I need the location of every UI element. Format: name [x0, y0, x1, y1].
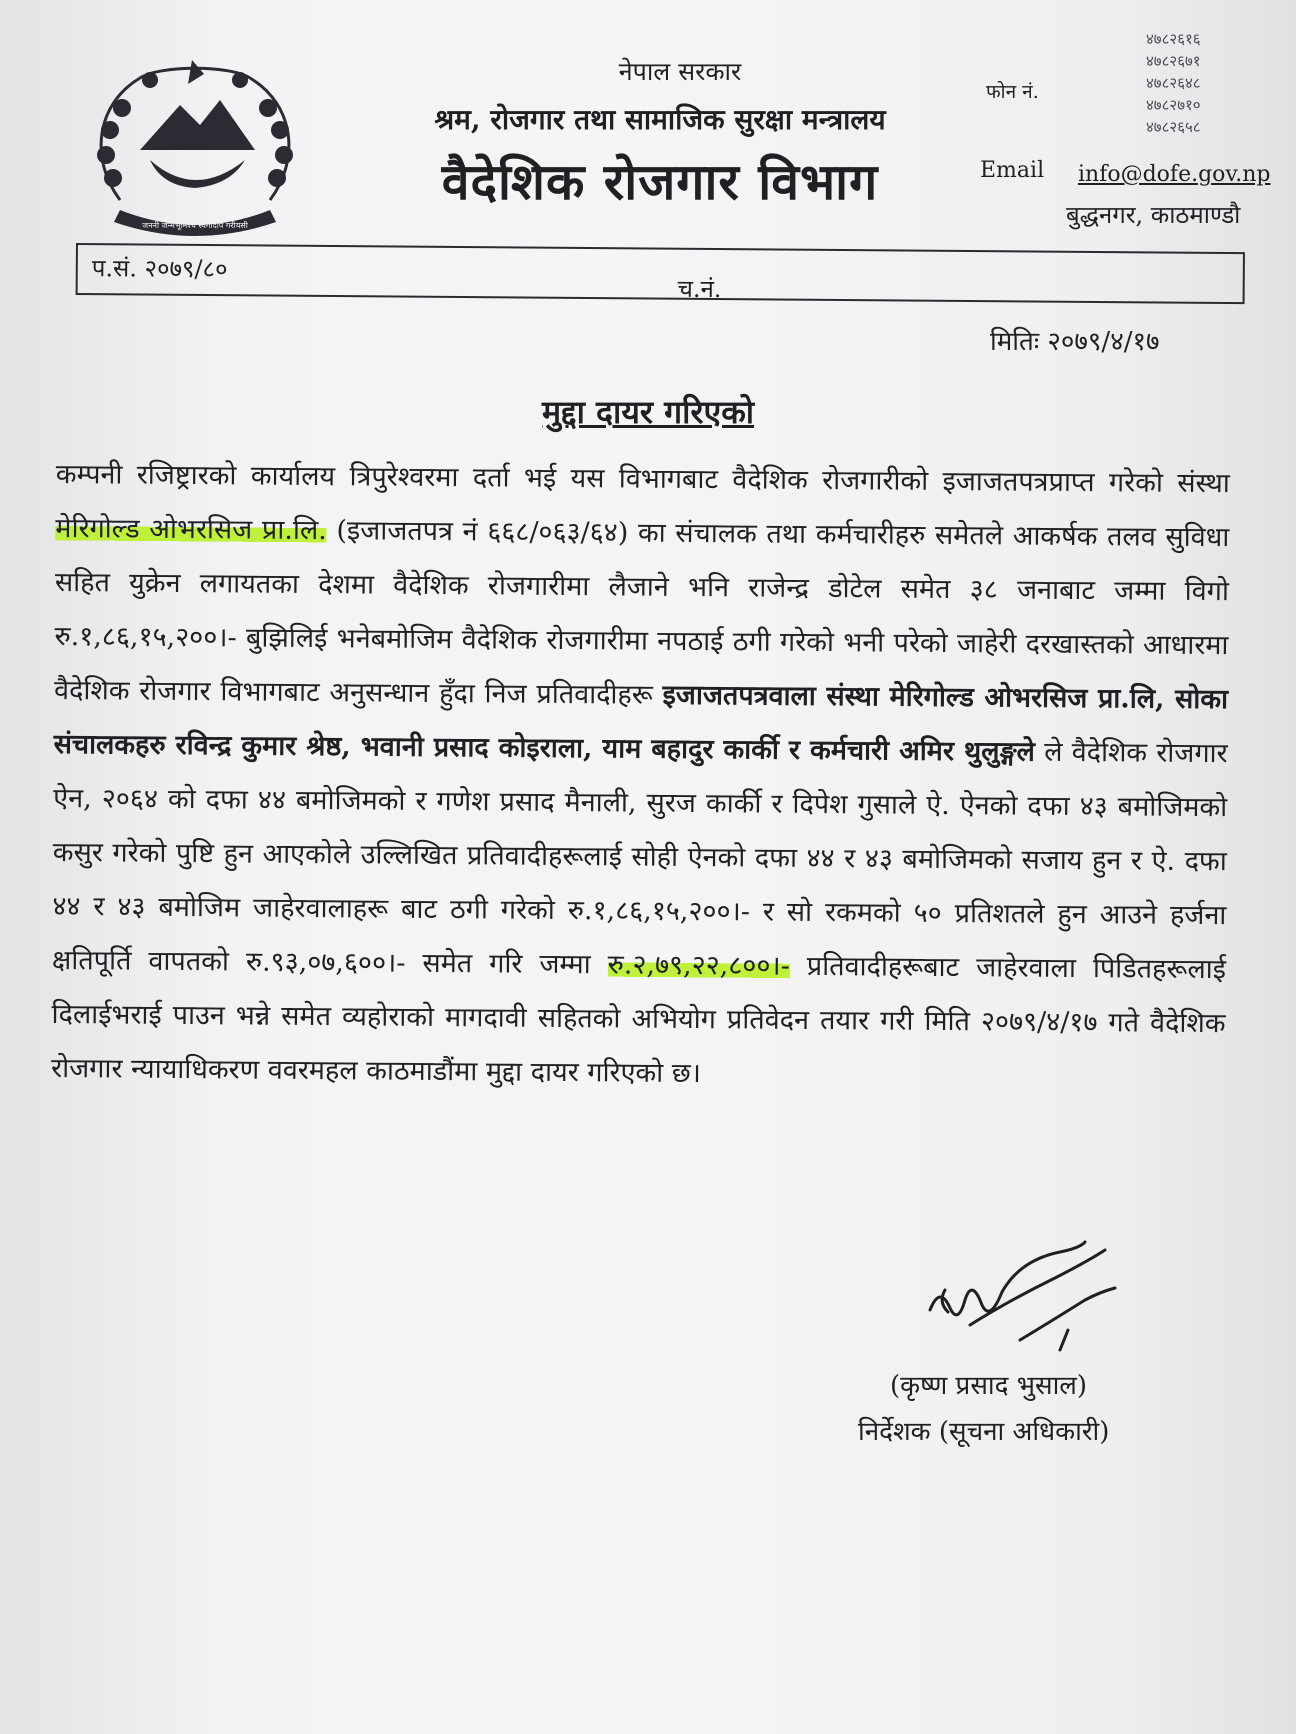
phone-number: ४७८२६१६ — [1146, 30, 1201, 48]
letterhead — [340, 48, 980, 214]
phone-number: ४७८२६७१ — [1146, 52, 1201, 70]
signature-icon — [910, 1230, 1130, 1380]
letter-subject: मुद्दा दायर गरिएको — [542, 393, 755, 431]
phone-numbers — [1146, 28, 1201, 138]
highlighted-total-amount: रु.२,७९,२२,८००।- — [607, 949, 790, 982]
emblem-motto: जननी जन्मभूमिश्च स्वर्गादपि गरीयसी — [142, 221, 248, 230]
nepal-emblem-icon — [80, 50, 310, 240]
government-name: नेपाल सरकार — [618, 57, 742, 86]
reference-box — [76, 243, 1245, 304]
ministry-name: श्रम, रोजगार तथा सामाजिक सुरक्षा मन्त्रालय — [434, 103, 886, 136]
accused-list: इजाजतपत्रवाला संस्था मेरिगोल्ड ओभरसिज प्रा.लि, सोका संचालकहरु रविन्द्र कुमार श्रेष्ठ, भवानी प्रसाद कोइराला, याम बहादुर कार्की र कर्मचारी अमिर थुलुङ्गले — [53, 679, 1229, 768]
email-address: info@dofe.gov.np — [1078, 162, 1271, 187]
chalani-number: च.नं. — [677, 274, 722, 304]
office-address: बुद्धनगर, काठमाण्डौ — [1066, 201, 1241, 229]
phone-label: फोन नं. — [986, 81, 1039, 103]
body-text: ले वैदेशिक रोजगार ऐन, २०६४ को दफा ४४ बमोजिमको र गणेश प्रसाद मैनाली, सुरज कार्की र दिपेश गुसाले ऐ. ऐनको दफा ४३ बमोजिमको कसुर गरेको पुष्टि हुन आएकोले उल्लिखित प्रतिवादीहरूलाई सोही ऐनको दफा ४४ र ४३ बमोजिमको सजाय हुन र ऐ. दफा ४४ र ४३ बमोजिम जाहेरवालाहरू बाट ठगी गरेको रु.१,८६,१५,२००।- र सो रकमको ५० प्रतिशतले हुन आउने हर्जना क्षतिपूर्ति वापतको रु.९३,०७,६००।- समेत गरि जम्मा — [51, 736, 1228, 981]
body-text: कम्पनी रजिष्ट्रारको कार्यालय त्रिपुरेश्वरमा दर्ता भई यस विभागबाट वैदेशिक रोजगारीको इजाजतपत्रप्राप्त गरेको संस्था — [55, 458, 1230, 500]
letter-date: मितिः २०७९/४/१७ — [990, 327, 1160, 357]
department-name: वैदेशिक रोजगार विभाग — [441, 152, 879, 211]
email-label: Email — [980, 158, 1045, 183]
signatory-designation: निर्देशक (सूचना अधिकारी) — [858, 1417, 1110, 1447]
letter-body — [51, 448, 1230, 1105]
highlighted-company-name: मेरिगोल्ड ओभरसिज प्रा.लि. — [55, 512, 327, 547]
body-text: (इजाजतपत्र नं ६६८/०६३/६४) का संचालक तथा कर्मचारीहरु समेतले आकर्षक तलव सुविधा सहित युक्रेन लगायतका देशमा वैदेशिक रोजगारीमा लैजाने भनि राजेन्द्र डोटेल समेत ३८ जनाबाट जम्मा विगो रु.१,८६,१५,२००।- बुझिलिई भनेबमोजिम वैदेशिक रोजगारीमा नपठाई ठगी गरेको भनी परेको जाहेरी दरखास्तको आधारमा वैदेशिक रोजगार विभागबाट अनुसन्धान हुँदा निज प्रतिवादीहरू — [53, 515, 1230, 711]
phone-number: ४७८२६४८ — [1146, 74, 1201, 92]
body-text: प्रतिवादीहरूबाट जाहेरवाला पिडितहरूलाई दिलाईभराई पाउन भन्ने समेत व्यहोराको मागदावी सहितको अभियोग प्रतिवेदन तयार गरी मिति २०७९/४/१७ गते वैदेशिक रोजगार न्यायाधिकरण ववरमहल काठमाडौंमा मुद्दा दायर गरिएको छ। — [51, 950, 1227, 1090]
phone-number: ४७८२७१० — [1146, 96, 1201, 114]
signatory-name: (कृष्ण प्रसाद भुसाल) — [890, 1371, 1088, 1401]
patra-sankhya: प.सं. २०७९/८० — [91, 254, 228, 284]
phone-number: ४७८२६५८ — [1146, 118, 1201, 136]
